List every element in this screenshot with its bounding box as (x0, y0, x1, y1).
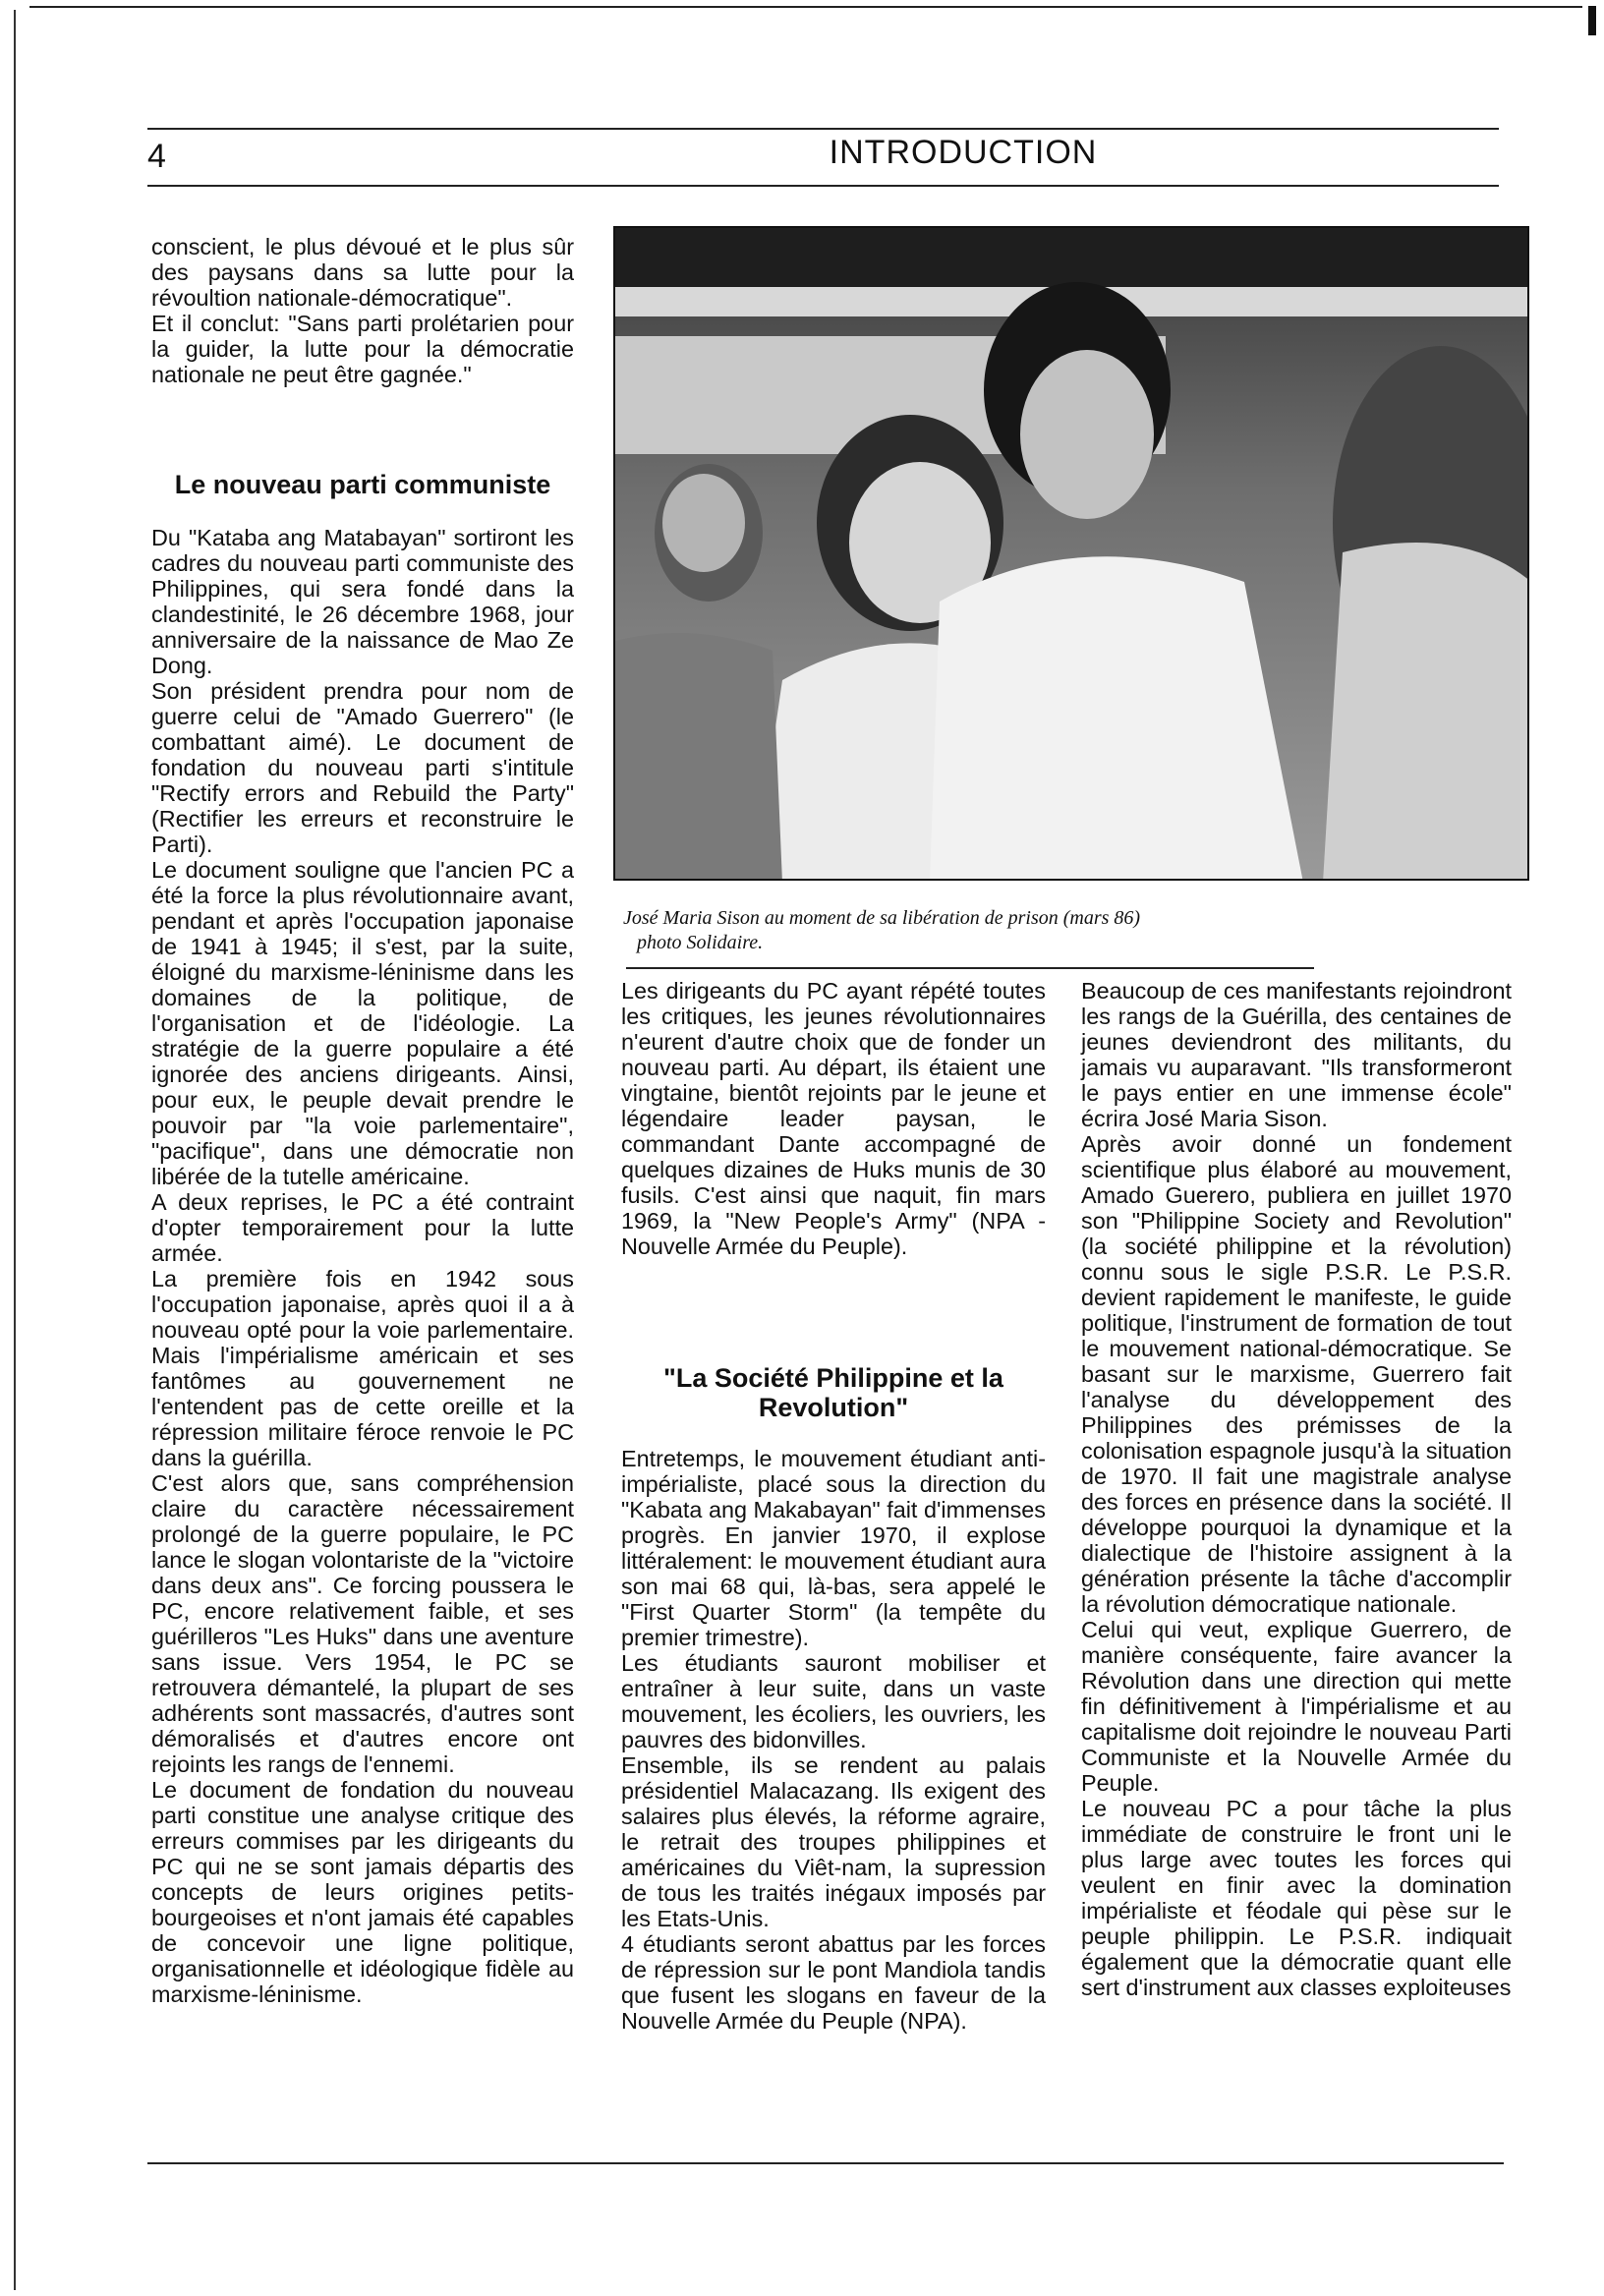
paragraph: La première fois en 1942 sous l'occupation japonaise, après quoi il a à nouveau opté pour la voie parlementaire. Mais l'impérialisme américain et ses fantômes au gouvernement ne l'entendent pas de cette oreille et la répression militaire féroce renvoie le PC dans la guérilla. (151, 1266, 574, 1470)
paragraph: Son président prendra pour nom de guerre celui de "Amado Guerrero" (le combattant aimé). Le document de fondation du nouveau parti s'intitule "Rectify errors and Rebuild the Party" (Rectifier les erreurs et reconstruire le Parti). (151, 678, 574, 857)
header-top-rule (147, 128, 1499, 130)
paragraph: Ensemble, ils se rendent au palais présidentiel Malacazang. Ils exigent des salaires plus élevés, la réforme agraire, le retrait des troupes philippines et américaines du Viêt-nam, la supression de tous les traités inégaux imposés par les Etats-Unis. (621, 1752, 1046, 1931)
paragraph: Et il conclut: "Sans parti prolétarien pour la guider, la lutte pour la démocratie nationale ne peut être gagnée." (151, 311, 574, 387)
photo-image (615, 228, 1529, 881)
paragraph: Du "Kataba ang Matabayan" sortiront les cadres du nouveau parti communiste des Philippines, qui sera fondé dans la clandestinité, le 26 décembre 1968, jour anniversaire de la naissance de Mao Ze Dong. (151, 525, 574, 678)
paragraph: C'est alors que, sans compréhension claire du caractère nécessairement prolongé de la guerre populaire, le PC lance le slogan volontariste de la "victoire dans deux ans". Ce forcing poussera le PC, encore relativement faible, et ses guérilleros "Les Huks" dans une aventure sans issue. Vers 1954, le PC se retrouvera démantelé, la plupart de ses adhérents sont massacrés, d'autres sont démoralisés et d'autres encore ont rejoints les rangs de l'ennemi. (151, 1470, 574, 1777)
photo (613, 226, 1529, 881)
header-bottom-rule (147, 185, 1499, 187)
caption-rule (626, 967, 1314, 969)
paragraph: Le document de fondation du nouveau parti constitue une analyse critique des erreurs commises par les dirigeants du PC qui ne se sont jamais départis des concepts de leurs origines petits-bourgeoises et n'ont jamais été capables de concevoir une ligne politique, organisationnelle et idéologique fidèle au marxisme-léninisme. (151, 1777, 574, 2007)
footer-rule (147, 2162, 1504, 2164)
paragraph: Entretemps, le mouvement étudiant anti-impérialiste, placé sous la direction du "Kabata ang Makabayan" fait d'immenses progrès. En janvier 1970, il explose littéralement: le mouvement étudiant aura son mai 68 qui, là-bas, sera appelé le "First Quarter Storm" (la tempête du premier trimestre). (621, 1446, 1046, 1650)
paragraph: Après avoir donné un fondement scientifique plus élaboré au mouvement, Amado Guerero, publiera en juillet 1970 son "Philippine Society and Revolution" (la société philippine et la révolution) connu sous le sigle P.S.R. Le P.S.R. devient rapidement le manifeste, le guide politique, l'instrument de formation de tout le mouvement national-démocratique. Se basant sur le marxisme, Guerrero fait l'analyse du développement des Philippines des prémisses de la colonisation espagnole jusqu'à la situation de 1970. Il fait une magistrale analyse des forces en présence dans la société. Il développe pourquoi la dynamique et la dialectique de l'histoire assignent à la génération présente la tâche d'accomplir la révolution démocratique nationale. (1081, 1131, 1512, 1617)
scan-edge-top (29, 6, 1582, 8)
scan-corner-mark (1588, 6, 1596, 35)
caption-text: José Maria Sison au moment de sa libération de prison (mars 86) (623, 907, 1141, 929)
photo-caption (623, 906, 1508, 955)
paragraph: Le nouveau PC a pour tâche la plus immédiate de construire le front uni le plus large avec toutes les forces qui veulent en finir avec la domination impérialiste et féodale qui pèse sur le peuple philippin. Le P.S.R. indiquait également que la démocratie quant elle sert d'instrument aux classes exploiteuses (1081, 1796, 1512, 2000)
paragraph: Les dirigeants du PC ayant répété toutes les critiques, les jeunes révolutionnaires n'eurent d'autre choix que de fonder un nouveau parti. Au départ, ils étaient une vingtaine, bientôt rejoints par le jeune et légendaire leader paysan, le commandant Dante accompagné de quelques dizaines de Huks munis de 30 fusils. C'est ainsi que naquit, fin mars 1969, la "New People's Army" (NPA - Nouvelle Armée du Peuple). (621, 978, 1046, 1259)
column-1 (151, 234, 574, 2007)
scan-edge-left (14, 10, 16, 2290)
paragraph: 4 étudiants seront abattus par les forces de répression sur le pont Mandiola tandis que fusent les slogans en faveur de la Nouvelle Armée du Peuple (NPA). (621, 1931, 1046, 2034)
paragraph: Beaucoup de ces manifestants rejoindront les rangs de la Guérilla, des centaines de jeunes deviendront des militants, du jamais vu auparavant. "Ils transformeront le pays entier en une immense école" écrira José Maria Sison. (1081, 978, 1512, 1131)
paragraph: Le document souligne que l'ancien PC a été la force la plus révolutionnaire avant, pendant et après l'occupation japonaise de 1941 à 1945; il s'est, par la suite, éloigné du marxisme-léninisme dans les domaines de la politique, de l'organisation et de l'idéologie. La stratégie de la guerre populaire a été ignorée des anciens dirigeants. Ainsi, pour eux, le peuple devait prendre le pouvoir par "la voie parlementaire", "pacifique", dans une démocratie non libérée de la tutelle américaine. (151, 857, 574, 1189)
section-heading: "La Société Philippine et la Revolution" (663, 1363, 1003, 1422)
paragraph: A deux reprises, le PC a été contraint d'opter temporairement pour la lutte armée. (151, 1189, 574, 1266)
paragraph: conscient, le plus dévoué et le plus sûr des paysans dans sa lutte pour la révoultion nationale-démocratique". (151, 234, 574, 311)
paragraph: Celui qui veut, explique Guerrero, de manière conséquente, faire avancer la Révolution dans une direction qui mette fin définitivement à l'impérialisme et au capitalisme doit rejoindre le nouveau Parti Communiste et la Nouvelle Armée du Peuple. (1081, 1617, 1512, 1796)
paragraph: Les étudiants sauront mobiliser et entraîner à leur suite, dans un vaste mouvement, les écoliers, les ouvriers, les pauvres des bidonvilles. (621, 1650, 1046, 1752)
column-3 (1081, 978, 1512, 2000)
column-2 (621, 978, 1046, 2034)
photo-credit: photo Solidaire. (637, 932, 764, 953)
running-title: INTRODUCTION (829, 134, 1098, 171)
page-number: 4 (147, 138, 166, 175)
section-heading: Le nouveau parti communiste (174, 470, 551, 499)
